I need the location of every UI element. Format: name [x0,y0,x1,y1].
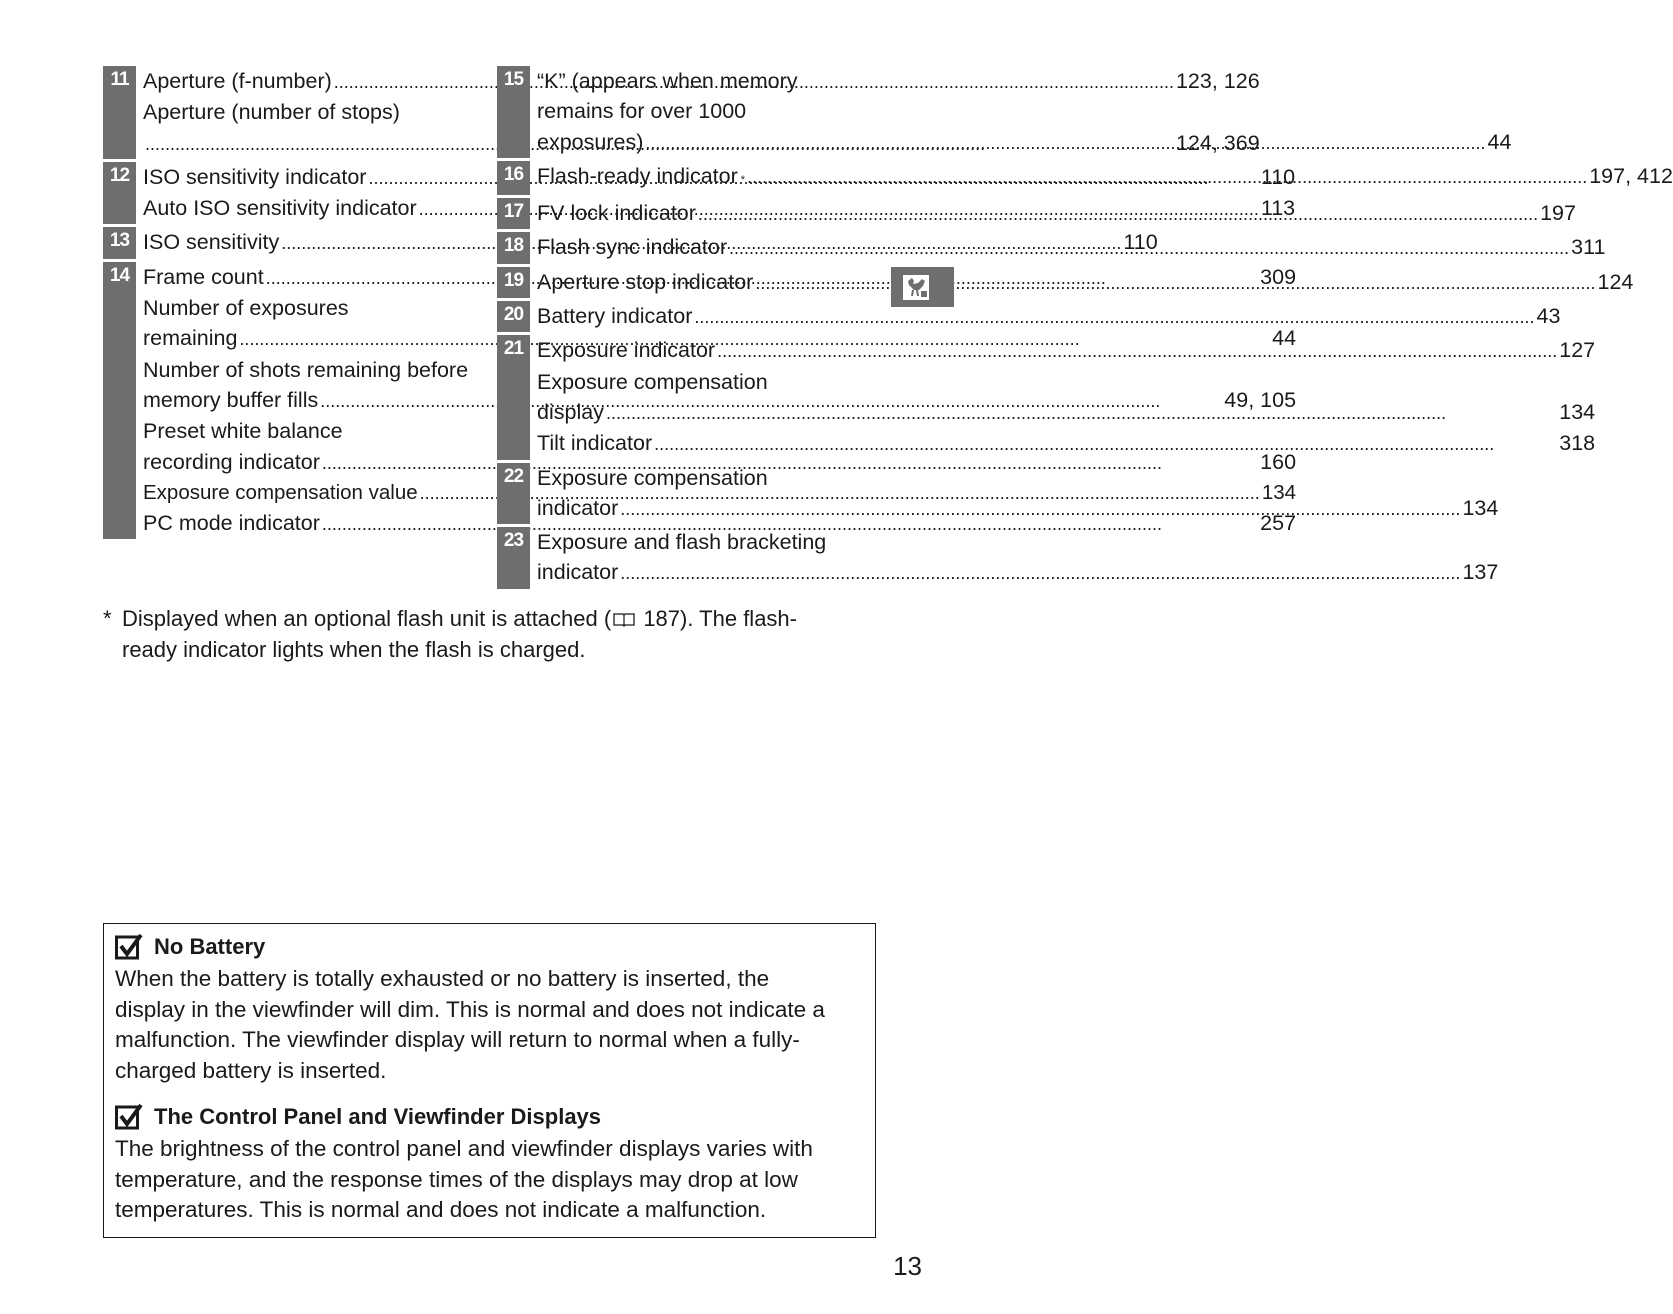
book-icon [613,612,635,627]
page-reference: 197 [1540,201,1576,226]
leader-dots [729,232,1569,263]
page-reference: 110 [1260,164,1296,189]
checkmark-note-icon [115,1104,143,1130]
legend-text: Number of exposures [143,296,349,321]
notes-box [103,923,876,1238]
page-reference: 134 [1261,480,1297,504]
section-tab [891,267,954,307]
item-number-label: 14 [103,262,136,540]
legend-text: Exposure compensation value [143,480,418,504]
page-reference: 197, 412 [1589,163,1673,188]
page-reference: 113 [1260,196,1296,221]
page-reference: 318 [1559,431,1596,456]
note-line: display in the viewfinder will dim. This is normal and does not indicate a [115,996,825,1022]
legend-line [537,301,1560,332]
legend-text: Exposure and flash bracketing [537,530,827,555]
page-reference: 49, 105 [1224,387,1297,412]
legend-line [537,96,1511,126]
legend-text: ISO sensitivity [143,230,280,255]
item-number-label: 19 [497,267,530,298]
item-number-label: 11 [103,66,136,159]
footnote-mark: * [103,606,112,631]
legend-text: “K” (appears when memory [537,69,798,93]
leader-dots [654,428,1557,459]
note-heading-displays [115,1100,864,1134]
legend-item [497,301,1561,332]
leader-dots [747,161,1587,192]
item-number-label: 23 [497,527,530,589]
footnote-text-before: Displayed when an optional flash unit is attached ( [122,606,612,631]
note-heading-no-battery [115,930,864,964]
legend-line [537,493,1498,524]
footnote-text-after: 187). The flash- [637,606,797,631]
item-number-label: 22 [497,463,530,525]
legend-text: Frame count [143,264,264,289]
leader-dots [645,127,1485,158]
item-number-label: 20 [497,301,530,332]
item-number-label: 18 [497,232,530,263]
page-reference: 257 [1260,511,1297,536]
note-body-no-battery [115,964,864,1086]
legend-text: Preset white balance [143,419,343,444]
page-number: 13 [893,1251,922,1281]
legend-text: ISO sensitivity indicator [143,164,367,189]
item-number-label: 16 [497,161,530,195]
leader-dots [755,267,1595,298]
page-reference: 160 [1260,449,1297,474]
footnote-text-line2: ready indicator lights when the flash is charged. [122,637,586,662]
legend-text: Exposure compensation [537,369,768,394]
legend-line [537,463,1498,493]
page-reference: 43 [1536,304,1561,329]
legend-line [537,232,1605,263]
item-number-label: 21 [497,335,530,459]
legend-text: remains for over 1000 [537,99,747,124]
legend-line [537,557,1498,588]
legend-text: memory buffer fills [143,387,319,412]
checkmark-note-icon [115,934,143,960]
item-number-label: 13 [103,227,136,258]
note-title: No Battery [154,934,266,959]
leader-dots [620,493,1460,524]
legend-text: remaining [143,326,238,351]
page-reference: 134 [1462,495,1499,520]
legend-text: Flash-ready indicator [537,163,738,188]
legend-text: recording indicator [143,449,320,474]
legend-text: exposures) [537,129,644,154]
item-number-label: 17 [497,198,530,229]
legend-text: Aperture (f-number) [143,69,332,93]
legend-line [537,367,1595,397]
leader-dots [606,397,1557,428]
note-line: charged battery is inserted. [115,1057,387,1083]
item-number-label: 15 [497,66,530,158]
legend-line [537,428,1595,459]
note-line: malfunction. The viewfinder display will return to normal when a fully- [115,1027,800,1052]
note-line: The brightness of the control panel and viewfinder displays varies with [115,1136,813,1161]
legend-line [537,397,1595,428]
page-reference: 110 [1123,230,1158,255]
legend-line [537,198,1576,229]
legend-line [537,66,1511,96]
page-reference: 134 [1559,399,1596,424]
legend-text: indicator [537,495,619,520]
page-reference: 127 [1559,338,1596,363]
legend-text: PC mode indicator [143,511,320,536]
page-reference: 137 [1462,560,1499,585]
legend-text: Aperture stop indicator [537,269,754,294]
leader-dots [698,198,1538,229]
legend-text: Auto ISO sensitivity indicator [143,196,417,221]
note-line: When the battery is totally exhausted or no battery is inserted, the [115,966,770,991]
legend-text: Tilt indicator [537,431,653,456]
legend-text: indicator [537,560,619,585]
legend-text: FV lock indicator [537,201,696,226]
page-reference: 311 [1571,235,1606,260]
page-reference: 44 [1272,326,1297,351]
legend-text: Exposure compensation [537,465,768,490]
note-line: temperatures. This is normal and does not indicate a malfunction. [115,1197,767,1222]
legend-text: Battery indicator [537,304,693,329]
legend-line [537,267,1633,298]
legend-text: Flash sync indicator [537,235,727,260]
note-line: temperature, and the response times of the displays may drop at low [115,1166,798,1192]
page-reference: 123, 126 [1175,69,1260,93]
legend-line [537,335,1595,366]
item-number-label: 12 [103,162,136,225]
footnote [103,603,863,665]
rooster-icon [902,272,932,302]
page-reference: 309 [1260,264,1297,289]
legend-item [497,527,1499,589]
legend-text: Number of shots remaining before [143,357,469,382]
note-title: The Control Panel and Viewfinder Displays [154,1104,602,1129]
page-reference: 124, 369 [1175,130,1260,155]
leader-dots [694,301,1534,332]
leader-dots [620,557,1460,588]
legend-line [537,161,1673,195]
legend-text: Aperture (number of stops) [143,100,400,125]
legend-line [537,527,1498,557]
asterisk-marker: * [740,173,746,186]
page-reference: 44 [1487,129,1512,154]
leader-dots [717,335,1557,366]
note-body-displays [115,1134,864,1226]
page-reference: 124 [1597,269,1634,294]
legend-text: Exposure indicator [537,338,716,363]
legend-text: display [537,399,604,424]
legend-line [537,127,1511,158]
